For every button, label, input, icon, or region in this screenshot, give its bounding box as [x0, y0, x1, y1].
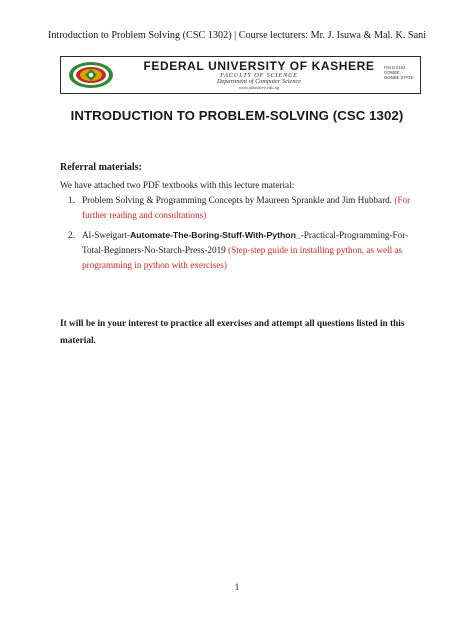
closing-statement: It will be in your interest to practice all exercises and attempt all questions listed in this material. [60, 319, 405, 346]
list-item [60, 228, 412, 273]
letterhead-faculty: FACULTY OF SCIENCE [220, 72, 298, 79]
university-logo-icon [67, 60, 115, 90]
letterhead-university-name: FEDERAL UNIVERSITY OF KASHERE [143, 59, 375, 73]
letterhead-website: www.fukashere.edu.ng [238, 85, 280, 90]
letterhead-department: Department of Computer Science [216, 78, 302, 85]
letterhead-address [384, 65, 416, 80]
page-number: 1 [234, 582, 240, 592]
list-number: 1. [68, 195, 75, 205]
document-title: INTRODUCTION TO PROBLEM-SOLVING (CSC 1302) [70, 108, 404, 123]
running-header: Introduction to Problem Solving (CSC 1302) | Course lecturers: Mr. J. Isuwa & Mal. K. Sani [47, 30, 427, 41]
address-line: P.M.B 0182, [384, 65, 407, 70]
reference-prefix: Al-Sweigart- [82, 230, 130, 240]
reference-text: Problem Solving & Programming Concepts by Maureen Sprankle and Jim Hubbard. [82, 195, 395, 205]
university-letterhead [60, 56, 421, 94]
list-number: 2. [68, 230, 75, 240]
reference-bold-title: Automate-The-Boring-Stuff-With-Python_ [129, 230, 301, 240]
address-line: GOMBE, [384, 70, 401, 75]
referral-intro: We have attached two PDF textbooks with this lecture material: [60, 180, 295, 190]
reference-suffix: -Practical-Programming-For-Total-Beginners-No-Starch-Press-2019 [82, 230, 409, 255]
reference-note: (For further reading and consultations) [82, 195, 411, 220]
address-line: GOMBE STATE [384, 75, 414, 80]
reference-note: (Step-step guide in installing python, as well as programming in python with exercises) [82, 245, 403, 270]
list-item [60, 193, 412, 223]
reference-list [60, 193, 412, 278]
referral-heading: Referral materials: [60, 162, 142, 173]
